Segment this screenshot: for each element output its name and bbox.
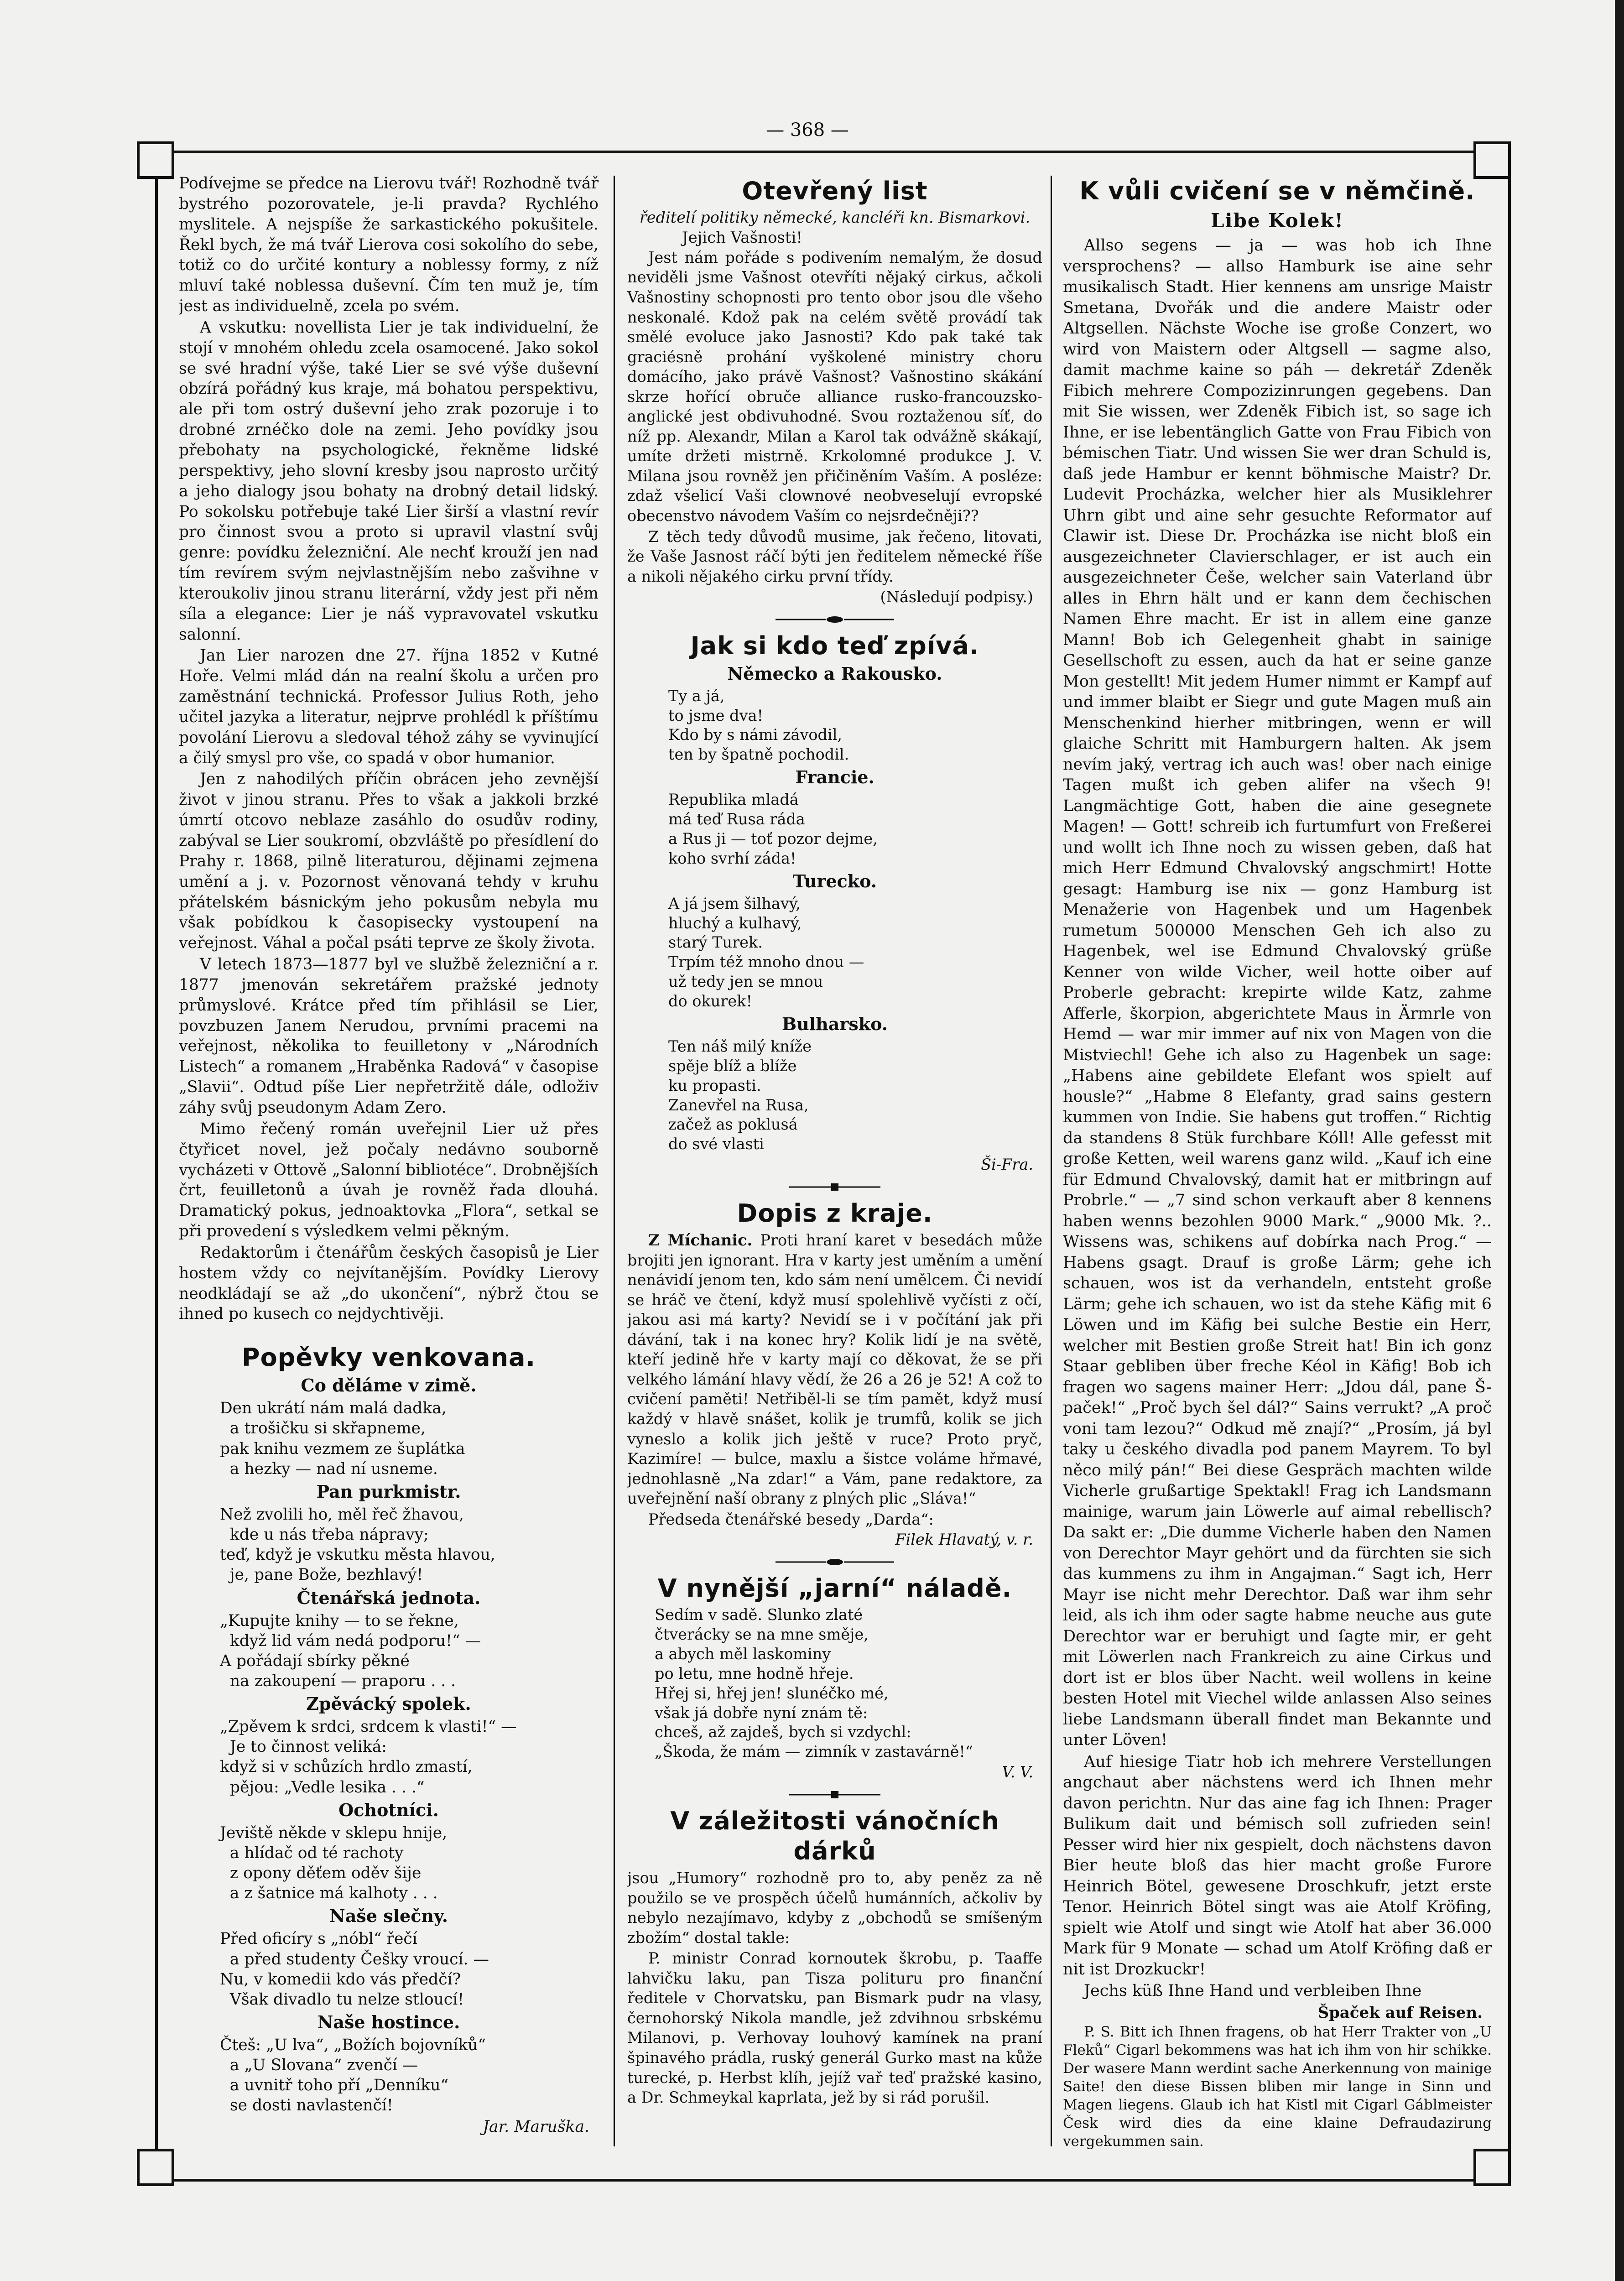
- zpiva-title: Jak si kdo teď zpívá.: [690, 631, 979, 660]
- poem-line: pak knihu vezmem ze šuplátka: [220, 1439, 465, 1458]
- german-postscript: P. S. Bitt ich Ihnen fragens, ob hat Herr Trakter von „U Fleků“ Cigarl bekommens was hat ich ihm von hir schikke. Der wasere Mann werdint sache Anerkennung von mainige Saite! den diese Bissen bliben mir lange in Sinn und Magen liegens. Glaub ich hat Kistl mit Cigarl Gáblmeister Česk wird dies da eine klaine Defraudazirung vergekummen sain.: [1063, 2023, 1492, 2150]
- poem-line: má teď Rusa ráda: [668, 810, 805, 828]
- poem-line: však já dobře nyní znám tě:: [655, 1703, 868, 1722]
- poem-line: a uvnitř toho pří „Denníku“: [220, 2076, 449, 2095]
- poem-subtitle: Ochotníci.: [338, 1799, 439, 1820]
- poem-line: Však divadlo tu nelze stloucí!: [220, 1990, 464, 2009]
- poem-stanza: [627, 1605, 1042, 1762]
- german-greeting: Jechs küß Ihne Hand und verbleiben Ihne: [1084, 1982, 1422, 2000]
- article-paragraph: Jen z nahodilých příčin obrácen jeho zevnější život v jinou stranu. Přes to však a jakkoli brzké úmrtí otcovo neblaze zasáhlo do osudův rodiny, zabýval se Lier soukromí, obzvláště po přesídlení do Prahy r. 1868, pilně literaturou, dějinami zejmena umění a j. v. Pozornost věnovaná tehdy v kruhu přátelském básnickým jeho pokusům nebyla mu však pobídkou k časopisecky vystoupení na veřejnost. Váhal a počal psáti teprve ze školy života.: [179, 770, 599, 953]
- poem-line: čtverácky se na mne směje,: [655, 1625, 869, 1644]
- poem-stanza: [179, 1611, 599, 1692]
- page-number: — 368 —: [766, 120, 849, 141]
- poem-stanza: [627, 687, 1042, 765]
- german-paragraph: Allso segens — ja — was hob ich Ihne versprochens? — allso Hamburk ise aine sehr musikalisch Stadt. Hier kennens am unsrige Maistr Smetana, Dvořák und die andere Maistr oder Altgsellen. Nächste Woche ise große Conzert, wo wird von Maistern oder Altgsell — sagme also, damit machme kaine so páh — dekretář Zdeněk Fibich mehrere Compozizinrungen gegebens. Dan mit Sie wissen, wer Zdeněk Fibich ist, so sage ich Ihne, er ise lebentänglich Gatte von Frau Fibich von bémischen Tiatr. Und wissen Sie wer dran Schuld is, daß jede Hambur er kennt böhmische Maistr? Dr. Ludevit Procházka, welcher hier als Musiklehrer Uhrn gibt und aine sehr gesuchte Reformator auf Clawir ist. Diese Dr. Procházka ise nicht bloß ein ausgezeichneter Clavierschlager, er ist auch ein ausgezeichneter Češe, welcher sain Vaterland übr alles in Ehrn hält und er kann dem čechischen Namen Ehre macht. Er ist in allem eine ganze Mann! Bob ich Gelegenheit ghabt in sainige Gesellschoft zu essen, auch da hat er seine ganze Mon gestellt! Mit jedem Humer nimmt er Kampf auf und immer blaibt er Siegr und gute Magen muß ain Menschenkind hierher mitbringen, wenn er will glaiche Schritt mit Hamburgern halten. Ak jsem nevím jaký, vertrag ich auch was! ober nach einige Tagen mußt ich geben alifer na všech 9! Langmächtige Gott, haben die aine gesegnete Magen! — Gott! schreib ich furtumfurt von Freßerei und wollt ich Ihne noch zu wissen geben, daß hat mich Herr Edmund Chvalovský angschmirt! Hotte gesagt: Hamburg ise nix — gonz Hamburg ist Menažerie von Hagenbek und um Hagenbek rumetum 500000 Menschen Geh ich also zu Hagenbek, wel ise Edmund Chvalovský grüße Kenner von wilde Vicher, weil hotte oiber auf Proberle gebracht: krepirte wilde Katz, zahme Afferle, škorpion, abgerichtete Maus in Ärmrle von Hemd — war mir immer auf nix von Magen von die Mistviechl! Gehe ich also zu Hagenbek un sage: „Habens aine gebildete Elefant wos spielt auf housle?“ „Habme 8 Elefanty, grad sains gestern kummen von Indie. Sie habens gut troffen.“ Richtig da standens 8 Stük furchbare Kóll! Alle gefesst mit große Ketten, weil warens ganz wild. „Kauf ich eine für Edmund Chvalovský, damit hat er mitbringn auf Probrle.“ — „7 sind schon verkauft aber 8 kennens haben wenns bezohlen 9000 Mark.“ „9000 Mk. ?.. Wissens was, schikens auf dobírka nach Prog.“ — Habens gsagt. Drauf is große Lärm; gehe ich schauen, wos ist da verhandeln, entsteht große Lärm; gehe ich schauen, wo ist da stehe Käfig mit 6 Löwen und im Käfig bei sulche Bestie ein Herr, welcher mit Bestien große Streit hat! Bin ich gonz Staar gebliben über freche Kéol in Käfig! Bob ich fragen wo sagens mainer Herr: „Jdou dál, pane Š-paček!“ „Proč bych šel dál?“ Sains verrukt? „A proč voni tam lezou?“ Odkud mě znají?“ „Prosím, já byl taky u českého divadla pod panem Mayrem. To byl něco milý pán!“ Bei diese Gespräch machten wilde Vicherle grußartige Spektakl! Frag ich Landsmann mainige, warum jain Löwerle auf aimal rebellisch? Da sakt er: „Die dumme Vicherle haben den Namen von Derechtor Mayr gehört und da fürchten sie sich das kummens zu ihm in Angajman.“ Sagt ich, Herr Mayr ise nicht mehr Derechtor. Daß war ihm sehr leid, als ich ihm oder sagte habme neuche aus gute Derechtor war er beruhigt und ſagte mir, er geht mit Löwerlen nach Frankreich zu aine Cirkus und dort ist er blos über Nacht. weil wollens in keine besten Hotel mit Viechel wilde anlassen Also seines liebe Landsmann überall findet man Bekannte und unter Löven!: [1063, 236, 1492, 1749]
- poem-subtitle: Německo a Rakousko.: [727, 663, 942, 684]
- article-paragraph: A vskutku: novellista Lier je tak individuelní, že stojí v mnohém ohledu zcela osamocené. Jako sokol se své hradní výše, také Lier se své výše duševní obzírá pořádný kus kraje, má bohatou perspektivu, ale při tom ostrý duševní jeho zrak pozoruje i to drobné zrnéčko dole na zemi. Jeho povídky jsou přebohaty na psychologické, řekněme lidské perspektivy, jeho slovní kresby jsou naprosto určitý a jeho dialogy jsou bohaty na drobný detail lidský. Po sokolsku potřebuje také Lier širší a vlastní revír pro činnost svou a proto si upravil vlastní svůj genre: povídku železniční. Ale nechť krouží jen nad tím revírem svým nejvlastnějším nebo zašvihne v kteroukoliv jinou stranu literární, vždy jest při něm síla a elegance: Lier je náš vypravovatel vskutku salonní.: [179, 318, 599, 644]
- poem-line: když si v schůzích hrdlo zmastí,: [220, 1758, 473, 1776]
- poem-stanza: [627, 1037, 1042, 1154]
- poem-line: Jeviště někde v sklepu hnije,: [220, 1823, 448, 1842]
- poem-stanza: [179, 1505, 599, 1585]
- column-left: [179, 173, 599, 2153]
- poem-line: „Škoda, že mám — zimník v zastavárně!“: [655, 1743, 973, 1761]
- poem-line: Před oficíry s „nóbl“ řečí: [220, 1930, 417, 1948]
- poem-line: kde u nás třeba nápravy;: [220, 1526, 429, 1544]
- column-rule: [614, 176, 615, 2146]
- poem-line: je, pane Bože, bezhlavý!: [220, 1566, 423, 1584]
- divider-ornament: [627, 611, 1042, 627]
- poem-line: „Zpěvem k srdci, srdcem k vlasti!“ —: [220, 1718, 517, 1736]
- poem-line: ten by špatně pochodil.: [668, 745, 849, 764]
- poem-signature: V. V.: [1002, 1763, 1033, 1781]
- letter-salute: Jejich Vašnosti!: [682, 228, 803, 247]
- darky-paragraph: jsou „Humory“ rozhodně pro to, aby peněz za ně použilo se ve prospěch účelů humánních, ačkoliv by nebylo nezajímavo, kdyby z „obchodů se smíšeným zbožím“ dostal takle:: [627, 1869, 1042, 1947]
- poem-line: Nu, v komedii kdo vás předčí?: [220, 1970, 461, 1989]
- poem-line: z opony děťem oděv šije: [220, 1864, 422, 1883]
- poem-line: když lid vám nedá podporu!“ —: [220, 1631, 481, 1650]
- german-title: K vůli cvičení se v němčině.: [1079, 177, 1475, 205]
- article-paragraph: Redaktorům i čtenářům českých časopisů je Lier hostem vždy co nejvítanějším. Povídky Lierovy neodkládají se až „do ukončení“, nýbrž čtou se ihned po kusech co nejdychtivěji.: [179, 1243, 599, 1323]
- poem-line: a trošičku si skřapneme,: [220, 1419, 426, 1438]
- poem-line: to jsme dva!: [668, 706, 763, 724]
- poem-line: pějou: „Vedle lesika . . .“: [220, 1778, 425, 1797]
- poem-subtitle: Co děláme v zimě.: [301, 1375, 477, 1396]
- poem-line: starý Turek.: [668, 933, 763, 952]
- darky-title: V záležitosti vánočních dárků: [670, 1807, 999, 1866]
- poem-stanza: [179, 1823, 599, 1904]
- letter-paragraph: Z těch tedy důvodů musime, jak řečeno, litovati, že Vaše Jasnost ráčí býti jen ředitelem německé říše a nikoli nějakého cirku první třídy.: [627, 527, 1042, 585]
- poem-line: Hřej si, hřej jen! slunéčko mé,: [655, 1684, 889, 1702]
- poem-line: Kdo by s námi závodil,: [668, 726, 843, 744]
- poem-stanza: [627, 790, 1042, 869]
- poem-line: se dosti navlastenčí!: [220, 2096, 393, 2115]
- column-right: [1063, 173, 1492, 2153]
- poem-subtitle: Francie.: [795, 767, 874, 788]
- poem-line: Zanevřel na Rusa,: [668, 1096, 809, 1114]
- column-middle: [627, 173, 1042, 2153]
- poem-line: A já jsem šilhavý,: [668, 894, 801, 912]
- letter-note: (Následují podpisy.): [880, 588, 1033, 606]
- poem-subtitle: Turecko.: [793, 870, 877, 891]
- poem-line: Sedím v sadě. Slunko zlaté: [655, 1606, 863, 1624]
- poem-line: už tedy jen se mnou: [668, 973, 823, 991]
- popevky-poems: [179, 1375, 599, 2137]
- german-paragraph: Auf hiesige Tiatr hob ich mehrere Verstellungen angchaut aber nächstens werd ich Ihnen mehr davon perichtn. Nur das aine fag ich Ihnen: Prager Bulikum dait und bémisch soll zufrieden sein! Pesser wird hier nix gespielt, doch nächstens davon Bier heute bloß das hier macht große Furore Heinrich Bötel, gewesene Droschkufr, jetzt erste Tenor. Heinrich Bötel singt was aie Atolf Kröfing, spielt wie Atolf und singt wie Atolf hat aber 36.000 Mark für 9 Monate — schad um Atolf Kröfing daß er nit ist Drozkuckr!: [1063, 1752, 1492, 1979]
- poem-line: ku propasti.: [668, 1076, 761, 1094]
- poem-line: a z šatnice má kalhoty . . .: [220, 1884, 438, 1903]
- poem-stanza: [627, 894, 1042, 1011]
- poem-line: Ty a já,: [668, 687, 725, 705]
- article-paragraph: Jan Lier narozen dne 27. října 1852 v Kutné Hoře. Velmi mlád dán na realní školu a určen pro zaměstnání technická. Professor Julius Roth, jeho učitel jazyka a literatur, nejprve prohlédl k příštímu povolání Lierovu a sledoval téhož záhy se vyvinující a čilý smysl pro vše, co spadá v obor humanior.: [179, 646, 599, 767]
- poem-line: a abych měl laskominy: [655, 1645, 831, 1663]
- poem-line: do své vlasti: [668, 1135, 764, 1153]
- poem-subtitle: Pan purkmistr.: [316, 1481, 461, 1502]
- poem-line: do okurek!: [668, 992, 752, 1010]
- poem-stanza: [179, 1717, 599, 1797]
- poem-line: hluchý a kulhavý,: [668, 914, 802, 932]
- dopis-place: Z Míchanic.: [648, 1231, 753, 1250]
- poem-line: chceš, až zajdeš, bych si vzdychl:: [655, 1723, 911, 1741]
- poem-line: Ten náš milý kníže: [668, 1037, 812, 1055]
- article-paragraph: V letech 1873—1877 byl ve službě železniční a r. 1877 jmenován sekretářem pražské jednoty průmyslové. Krátce před tím přihlásil se Lier, povzbuzen Janem Nerudou, prvními pracemi na veřejnost, několika to feuilletony v „Národních Listech“ a romanem „Hraběnka Radová“ v časopise „Slavii“. Odtud píše Lier nepřetržitě dále, odloživ záhy svůj pseudonym Adam Zero.: [179, 955, 599, 1117]
- poem-stanza: [179, 1929, 599, 2010]
- corner-ornament: [137, 141, 174, 179]
- poem-line: a Rus ji — toť pozor dejme,: [668, 829, 878, 848]
- poem-line: a „U Slovana“ zvenčí —: [220, 2056, 418, 2075]
- column-rule: [1051, 176, 1052, 2146]
- poem-subtitle: Naše hostince.: [317, 2012, 460, 2032]
- poem-line: a hlídač od té rachoty: [220, 1844, 404, 1862]
- dopis-signature-line: Předseda čtenářské besedy „Darda“:: [648, 1510, 934, 1528]
- darky-paragraph: P. ministr Conrad kornoutek škrobu, p. Taaffe lahvičku laku, pan Tisza polituru pro finanční ředitele v Chorvatsku, pan Bismark pudr na vlasy, černohorský Nikola mandle, jež zdvihnou srbskému Milanovi, p. Verhovay louhový kamínek na praní špinavého prádla, ruský generál Gurko mast na kůže turecké, p. Herbst klíh, jejíž vař teď pražské kasino, a Dr. Schmeykal kaprlata, jež by si rád porušil.: [627, 1949, 1042, 2107]
- divider-ornament: [627, 1786, 1042, 1802]
- poem-stanza: [179, 1398, 599, 1479]
- poem-line: koho svrhí záda!: [668, 849, 796, 867]
- divider-ornament: [627, 1553, 1042, 1570]
- letter-title: Otevřený list: [742, 177, 928, 205]
- german-salute: Libe Kolek!: [1210, 209, 1344, 232]
- poem-line: Než zvolili ho, měl řeč žhavou,: [220, 1505, 464, 1524]
- poem-line: teď, když je vskutku města hlavou,: [220, 1546, 495, 1564]
- poem-line: „Kupujte knihy — to se řekne,: [220, 1611, 459, 1630]
- poem-signature: Jar. Maruška.: [483, 2117, 589, 2136]
- divider-ornament: [627, 1178, 1042, 1195]
- poem-subtitle: Zpěvácký spolek.: [306, 1693, 471, 1714]
- poem-line: A pořádají sbírky pěkné: [220, 1651, 410, 1670]
- poem-line: Čteš: „U lva“, „Božích bojovníků“: [220, 2036, 486, 2054]
- lier-article: [179, 173, 599, 1324]
- poem-line: Den ukrátí nám malá dadka,: [220, 1399, 447, 1418]
- poem-subtitle: Čtenářská jednota.: [297, 1587, 481, 1608]
- poem-line: a před studenty Češky vroucí. —: [220, 1950, 489, 1969]
- corner-ornament: [1473, 2149, 1511, 2186]
- poem-line: spěje blíž a blíže: [668, 1057, 797, 1075]
- german-signature: Špaček auf Reisen.: [1317, 2003, 1483, 2022]
- poem-subtitle: Bulharsko.: [781, 1013, 888, 1034]
- poem-line: Republika mladá: [668, 791, 799, 809]
- letter-paragraph: Jest nám pořáde s podivením nemalým, že dosud neviděli jsme Vašnost otevříti nějaký cirkus, ačkoli Vašnostiny schopnosti pro tento obor jsou dle všeho neskonalé. Kdož pak na celém světě provádí tak smělé evoluce jako Jasnosti? Kdo pak také tak graciésně prohání vyškolené ministry choru domácího, jako právě Vašnost? Vašnostino skákání skrze hořící obruče alliance rusko-francouzsko-anglické jest obdivuhodné. Svou roztaženou síť, do níž pp. Alexandr, Milan a Karol tak odvážně skákají, umíte držeti mistrně. Krkolomné produkce J. V. Milana jsou rovněž jen přičiněním Vaším. A posléze: zdaž všelicí Vaši clownové neobveselují evropské obecenstvo návodem Vaším co nejsrdečněji??: [627, 248, 1042, 525]
- nalada-title: V nynější „jarní“ náladě.: [657, 1574, 1012, 1603]
- poem-line: Je to činnost veliká:: [220, 1738, 387, 1756]
- popevky-title: Popěvky venkovana.: [242, 1343, 536, 1372]
- article-paragraph: Mimo řečený román uveřejnil Lier už přes čtyřicet novel, jež počaly nedávno souborně vycházeti v Ottově „Salonní bibliotéce“. Drobnějších črt, feuilletonů a úvah je rovněž řada dlouhá. Dramatický pokus, jednoaktovka „Flora“, setkal se při provedení s výsledkem velmi pěkným.: [179, 1120, 599, 1241]
- dopis-text: Proti hraní karet v besedách může brojiti jen ignorant. Hra v karty jest uměním a umění nenávidí jenom ten, kdo sám není umělcem. Či nevidí se hráč ve čtení, když musí spolehlivě vyčísti z očí, jakou asi má karty? Nevidí se i v počítání jak při dávání, tak i na konec hry? Kolik lidí je na světě, kteří jedině hře v karty mají co děkovat, že se při velkého lámání hlavy vědí, že 26 a 26 je 52! A což to cvičení paměti! Netřiběl-li se tím pamět, když musí každý v hlavě snášet, kolik je trumfů, kolik se jich vyneslo a kolik jich ještě v ruce? Proto pryč, Kazimíre! — bulce, maxlu a šistce voláme hřmavé, jednohlasně „Na zdar!“ a Vám, pane redaktore, za uveřejnění naší obrany z plných plic „Sláva!“: [627, 1231, 1042, 1508]
- letter-subtitle: ředitelí politiky německé, kancléři kn. Bismarkovi.: [639, 208, 1031, 226]
- poem-stanza: [179, 2035, 599, 2116]
- poem-line: na zakoupení — praporu . . .: [220, 1672, 456, 1690]
- poem-line: a hezky — nad ní usneme.: [220, 1459, 438, 1478]
- dopis-signature: Filek Hlavatý, v. r.: [895, 1531, 1033, 1549]
- poem-subtitle: Naše slečny.: [329, 1906, 448, 1927]
- poem-signature: Ši-Fra.: [981, 1156, 1033, 1174]
- poem-line: po letu, mne hodně hřeje.: [655, 1664, 854, 1682]
- poem-line: začež as poklusá: [668, 1115, 798, 1134]
- poem-line: Trpím též mnoho dnou —: [668, 953, 864, 971]
- corner-ornament: [137, 2149, 174, 2186]
- article-paragraph: Podívejme se předce na Lierovu tvář! Rozhodně tvář bystrého pozorovatele, je-li pravda? Rychlého myslitele. A nejspíše že sarkastického pokušitele. Řekl bych, že má tvář Lierova cosi sokolího do sebe, totiž co do určité kontury a noblessy formy, z níž mluví také noblessa duševní. Čím ten muž je, tím jest as individuelně, zcela po svém.: [179, 174, 599, 316]
- dopis-title: Dopis z kraje.: [737, 1199, 933, 1228]
